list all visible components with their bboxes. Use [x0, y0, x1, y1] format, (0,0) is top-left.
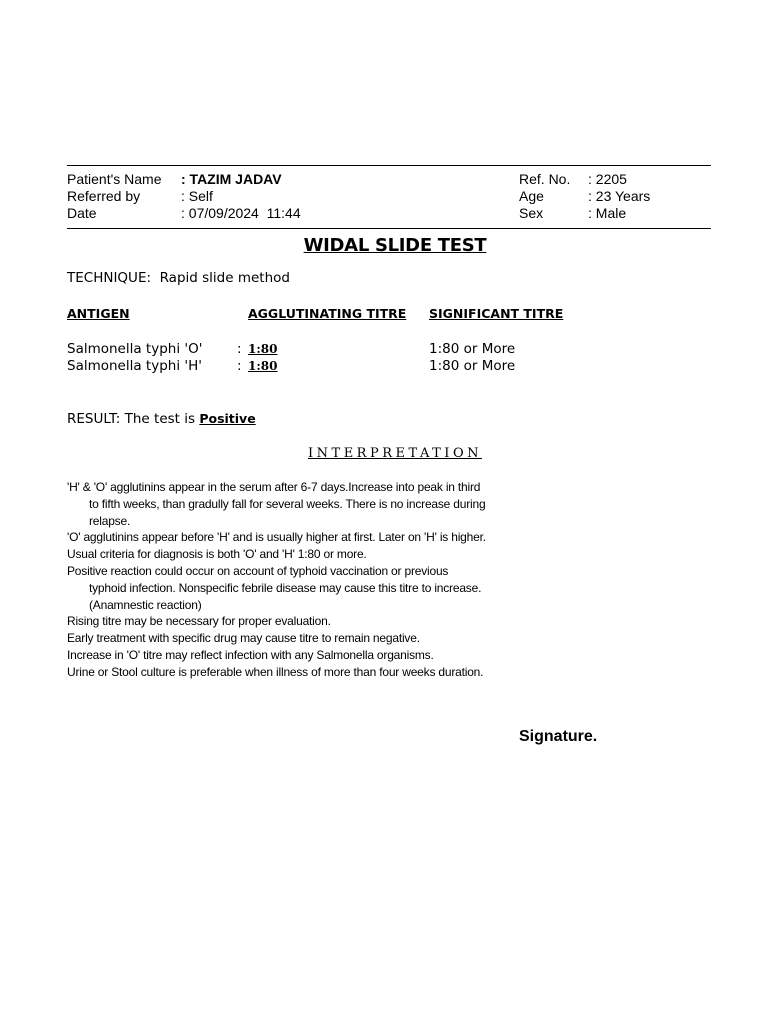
agglutinating-titre-o: 1:80	[248, 342, 278, 356]
ref-no-label: Ref. No.	[519, 171, 571, 187]
referred-by-value: : Self	[181, 188, 213, 204]
sex-label: Sex	[519, 205, 544, 221]
significant-titre-o: 1:80 or More	[429, 341, 516, 357]
header-top-rule	[67, 165, 711, 166]
age-label: Age	[519, 188, 544, 204]
report-title: WIDAL SLIDE TEST	[303, 235, 487, 256]
result-label: RESULT: The test is	[67, 411, 200, 427]
titre-separator-h: :	[237, 358, 242, 374]
referred-by-label: Referred by	[67, 188, 141, 204]
column-header-agglutinating-titre: AGGLUTINATING TITRE	[248, 306, 407, 321]
interpretation-notes	[67, 479, 487, 681]
date-value: : 07/09/2024 11:44	[181, 205, 301, 221]
interpretation-note: Increase in 'O' titre may reflect infection with any Salmonella organisms.	[67, 647, 434, 662]
result-value: Positive	[199, 411, 256, 426]
patient-name-value: : TAZIM JADAV	[181, 171, 282, 187]
agglutinating-titre-h: 1:80	[248, 359, 278, 373]
interpretation-note: Rising titre may be necessary for proper evaluation.	[67, 614, 331, 629]
interpretation-note: Positive reaction could occur on account of typhoid vaccination or previous typhoid infection. Nonspecific febrile disease may cause this titre to increase. (Anamnestic reaction)	[67, 563, 482, 612]
interpretation-note: 'O' agglutinins appear before 'H' and is usually higher at first. Later on 'H' is higher.	[67, 530, 486, 545]
ref-no-value: : 2205	[588, 171, 627, 187]
header-bottom-rule	[67, 228, 711, 229]
interpretation-note: Early treatment with specific drug may cause titre to remain negative.	[67, 631, 420, 646]
interpretation-note: Usual criteria for diagnosis is both 'O' and 'H' 1:80 or more.	[67, 547, 367, 562]
column-header-antigen: ANTIGEN	[67, 306, 130, 321]
technique-text: TECHNIQUE: Rapid slide method	[67, 270, 290, 286]
interpretation-title: INTERPRETATION	[308, 446, 482, 461]
signature-label: Signature.	[519, 728, 598, 745]
sex-value: : Male	[588, 205, 627, 221]
antigen-h: Salmonella typhi 'H'	[67, 358, 202, 374]
date-label: Date	[67, 205, 97, 221]
titre-separator-o: :	[237, 341, 242, 357]
interpretation-note: 'H' & 'O' agglutinins appear in the serum after 6-7 days.Increase into peak in third to fifth weeks, than gradully fall for several weeks. There is no increase during relapse.	[67, 480, 486, 528]
result-line	[67, 411, 256, 427]
interpretation-note: Urine or Stool culture is preferable when illness of more than four weeks duration.	[67, 664, 484, 679]
significant-titre-h: 1:80 or More	[429, 358, 516, 374]
antigen-o: Salmonella typhi 'O'	[67, 341, 203, 357]
column-header-significant-titre: SIGNIFICANT TITRE	[429, 306, 564, 321]
patient-name-label: Patient's Name	[67, 171, 162, 187]
age-value: : 23 Years	[588, 188, 651, 204]
